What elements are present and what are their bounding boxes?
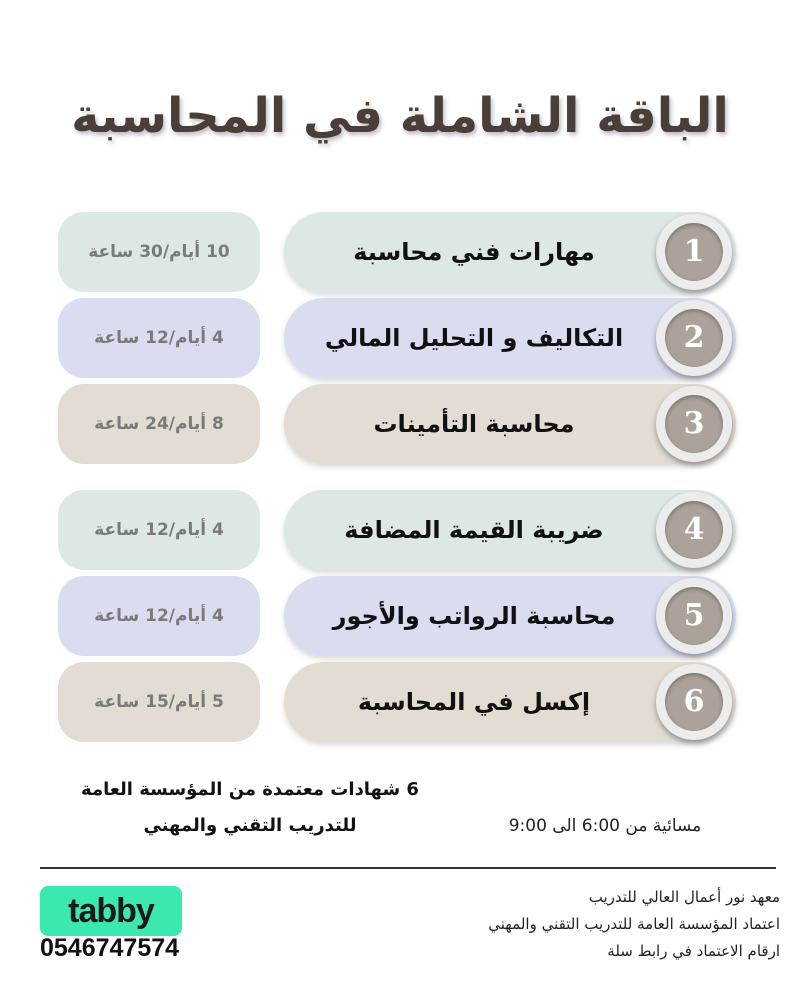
institute-info: [380, 884, 780, 965]
divider: [40, 867, 776, 869]
course-number: 6: [665, 673, 723, 731]
course-pill: [284, 298, 736, 378]
course-duration: 4 أيام/12 ساعة: [58, 298, 260, 378]
course-number: 3: [665, 395, 723, 453]
course-name: محاسبة الرواتب والأجور: [332, 602, 616, 630]
course-duration: 10 أيام/30 ساعة: [58, 212, 260, 292]
course-number-badge: [656, 664, 732, 740]
course-pill: [284, 384, 736, 464]
certificates-line-1: 6 شهادات معتمدة من المؤسسة العامة: [81, 779, 419, 800]
course-number: 2: [665, 309, 723, 367]
institute-name: معهد نور أعمال العالي للتدريب: [588, 888, 780, 906]
course-number-badge: [656, 300, 732, 376]
course-name: ضريبة القيمة المضافة: [344, 516, 604, 544]
course-name: التكاليف و التحليل المالي: [324, 324, 624, 352]
course-number: 1: [665, 223, 723, 281]
course-pill: [284, 212, 736, 292]
course-number-badge: [656, 214, 732, 290]
institute-accreditation: اعتماد المؤسسة العامة للتدريب التقني والمهني: [488, 915, 780, 933]
course-duration: 5 أيام/15 ساعة: [58, 662, 260, 742]
schedule-text: مسائية من 6:00 الى 9:00: [508, 816, 702, 836]
course-duration: 4 أيام/12 ساعة: [58, 576, 260, 656]
course-number: 4: [665, 501, 723, 559]
tabby-logo: tabby: [40, 886, 182, 936]
course-duration: 4 أيام/12 ساعة: [58, 490, 260, 570]
course-pill: [284, 662, 736, 742]
course-pill: [284, 490, 736, 570]
course-name: محاسبة التأمينات: [373, 410, 575, 438]
course-name: مهارات فني محاسبة: [353, 238, 595, 266]
course-name: إكسل في المحاسبة: [357, 688, 591, 716]
course-number-badge: [656, 386, 732, 462]
course-number: 5: [665, 587, 723, 645]
course-number-badge: [656, 578, 732, 654]
phone-number: 0546747574: [40, 934, 180, 962]
certificates-note: [60, 772, 440, 844]
certificates-line-2: للتدريب التقني والمهني: [143, 815, 357, 836]
course-duration: 8 أيام/24 ساعة: [58, 384, 260, 464]
page-title: الباقة الشاملة في المحاسبة: [71, 88, 729, 144]
course-number-badge: [656, 492, 732, 568]
course-pill: [284, 576, 736, 656]
institute-link-note: ارقام الاعتماد في رابط سلة: [607, 942, 780, 960]
